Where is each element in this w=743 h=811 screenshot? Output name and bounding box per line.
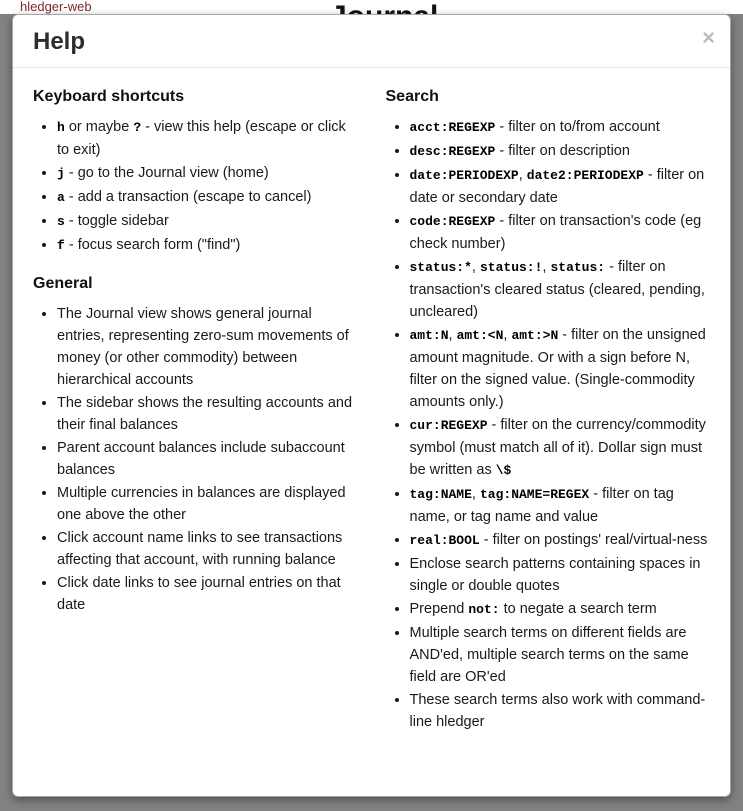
- help-list-item: • desc:REGEXP - filter on description: [410, 140, 713, 163]
- section-heading-keyboard-shortcuts: Keyboard shortcuts: [33, 88, 185, 106]
- modal-body: [13, 68, 730, 762]
- section-heading-search: Search: [385, 88, 439, 106]
- help-list-item: • real:BOOL - filter on postings' real/virtual-ness: [410, 529, 713, 552]
- help-list-item: • a - add a transaction (escape to cancel): [57, 186, 360, 209]
- code-term: date:PERIODEXP: [409, 168, 519, 184]
- code-term: real:BOOL: [409, 533, 480, 549]
- code-term: tag:NAME=REGEX: [479, 487, 590, 503]
- code-term: amt:<N: [456, 328, 504, 344]
- code-term: s: [57, 214, 65, 230]
- code-term: a: [57, 190, 65, 206]
- modal-header: [13, 15, 730, 68]
- help-list-item: • cur:REGEXP - filter on the currency/commodity symbol (must match all of it). Dollar sign must be written as \$: [410, 414, 713, 482]
- code-term: cur:REGEXP: [409, 418, 488, 434]
- right-column: [386, 80, 713, 747]
- code-term: amt:>N: [511, 328, 559, 344]
- page-behind-modal: [0, 0, 743, 14]
- close-icon[interactable]: ×: [702, 25, 715, 50]
- help-list-item: • Multiple search terms on different fields are AND'ed, multiple search terms on the same field are OR'ed: [410, 622, 713, 688]
- help-modal: [12, 14, 731, 797]
- code-term: \$: [495, 463, 512, 479]
- help-list-item: • These search terms also work with command-line hledger: [410, 689, 713, 733]
- help-list-item: • amt:N, amt:<N, amt:>N - filter on the unsigned amount magnitude. Or with a sign before N, filter on the signed value. (Single-commodity amounts only.): [410, 324, 713, 413]
- help-list-item: • f - focus search form ("find"): [57, 234, 360, 257]
- help-list-item: • Prepend not: to negate a search term: [410, 598, 713, 621]
- help-list-item: • code:REGEXP - filter on transaction's code (eg check number): [410, 210, 713, 255]
- code-term: ?: [133, 120, 142, 136]
- search-list: [386, 116, 713, 733]
- help-list-item: • s - toggle sidebar: [57, 210, 360, 233]
- help-list-item: • The Journal view shows general journal entries, representing zero-sum movements of money (or other commodity) between hierarchical accounts: [57, 303, 360, 391]
- code-term: desc:REGEXP: [409, 144, 496, 160]
- help-list-item: • Parent account balances include subaccount balances: [57, 437, 360, 481]
- code-term: tag:NAME: [409, 487, 472, 503]
- help-list-item: • Enclose search patterns containing spaces in single or double quotes: [410, 553, 713, 597]
- code-term: amt:N: [409, 328, 449, 344]
- help-list-item: • acct:REGEXP - filter on to/from account: [410, 116, 713, 139]
- code-term: status:*: [409, 260, 472, 276]
- help-list-item: • status:*, status:!, status: - filter on transaction's cleared status (cleared, pending, uncleared): [410, 256, 713, 323]
- modal-title: Help: [33, 28, 86, 55]
- code-term: date2:PERIODEXP: [526, 168, 644, 184]
- left-column: [33, 80, 360, 747]
- general-list: [33, 303, 360, 616]
- help-list-item: • h or maybe ? - view this help (escape or click to exit): [57, 116, 360, 161]
- help-list-item: • Multiple currencies in balances are displayed one above the other: [57, 482, 360, 526]
- code-term: code:REGEXP: [409, 214, 496, 230]
- section-heading-general: General: [33, 275, 93, 293]
- help-list-item: • The sidebar shows the resulting accounts and their final balances: [57, 392, 360, 436]
- help-list-item: • Click date links to see journal entries on that date: [57, 572, 360, 616]
- code-term: f: [57, 238, 65, 254]
- brand-link[interactable]: hledger-web: [20, 0, 92, 14]
- code-term: acct:REGEXP: [409, 120, 496, 136]
- code-term: status:: [550, 260, 606, 276]
- keyboard-shortcuts-list: [33, 116, 360, 257]
- help-list-item: • j - go to the Journal view (home): [57, 162, 360, 185]
- code-term: status:!: [479, 260, 543, 276]
- help-list-item: • tag:NAME, tag:NAME=REGEX - filter on tag name, or tag name and value: [410, 483, 713, 528]
- help-list-item: • Click account name links to see transactions affecting that account, with running balance: [57, 527, 360, 571]
- code-term: j: [57, 166, 65, 182]
- help-list-item: • date:PERIODEXP, date2:PERIODEXP - filter on date or secondary date: [410, 164, 713, 209]
- code-term: not:: [468, 602, 500, 618]
- code-term: h: [57, 120, 65, 136]
